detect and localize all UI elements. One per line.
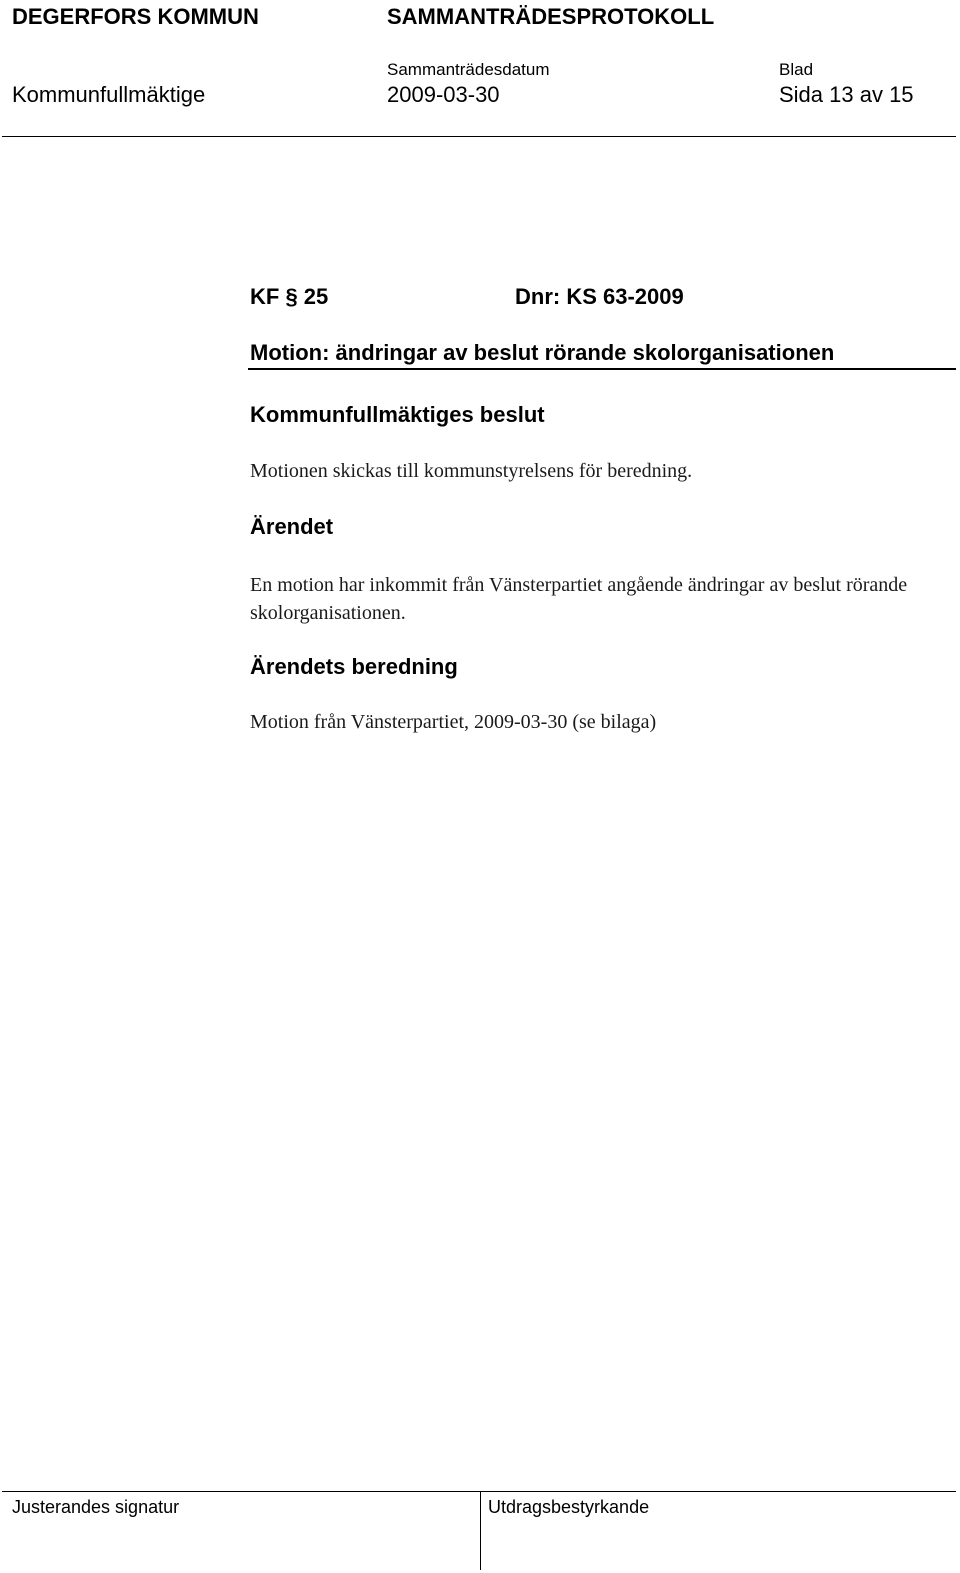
paragraph-number: KF § 25 [250, 284, 329, 309]
preparation-heading: Ärendets beredning [250, 654, 458, 679]
document-type: SAMMANTRÄDESPROTOKOLL [387, 4, 715, 29]
diary-number: Dnr: KS 63-2009 [515, 284, 684, 309]
meeting-date: 2009-03-30 [387, 82, 500, 107]
certification-label: Utdragsbestyrkande [488, 1497, 650, 1517]
matter-heading: Ärendet [250, 514, 334, 539]
page-number: Sida 13 av 15 [779, 82, 914, 107]
decision-heading: Kommunfullmäktiges beslut [250, 402, 545, 427]
governing-body: Kommunfullmäktige [12, 82, 206, 107]
page-label: Blad [779, 60, 814, 79]
title-underline [248, 368, 956, 370]
footer-divider [480, 1492, 481, 1570]
section-title: Motion: ändringar av beslut rörande skolorganisationen [250, 340, 835, 365]
meeting-date-label: Sammanträdesdatum [387, 60, 550, 79]
decision-text: Motionen skickas till kommunstyrelsens för beredning. [250, 460, 693, 482]
signature-footer [2, 1491, 956, 1570]
organization-name: DEGERFORS KOMMUN [12, 4, 259, 29]
signature-label: Justerandes signatur [12, 1497, 180, 1517]
header-divider [2, 136, 956, 137]
preparation-text: Motion från Vänsterpartiet, 2009-03-30 (se bilaga) [250, 711, 657, 733]
matter-text: En motion har inkommit från Vänsterpartiet angående ändringar av beslut rörande skolorganisationen. [250, 574, 908, 624]
